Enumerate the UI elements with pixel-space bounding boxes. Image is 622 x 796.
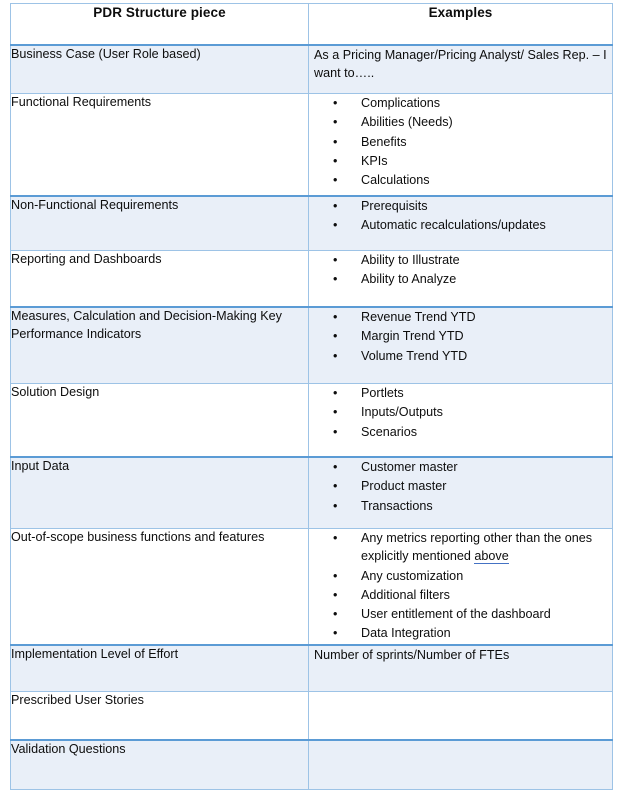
list-item-label: Portlets	[361, 386, 404, 400]
list-item	[309, 586, 612, 604]
list-item-label: Any customization	[361, 568, 464, 583]
table-row	[11, 307, 613, 384]
list-item	[309, 216, 612, 234]
column-header-examples-label: Examples	[428, 5, 493, 20]
list-item-label: Scenarios	[361, 424, 418, 439]
list-item	[309, 152, 612, 170]
list-item-label: Product master	[361, 479, 447, 494]
cell-examples	[309, 457, 613, 529]
bullet-icon: •	[333, 96, 338, 110]
table-row	[11, 384, 613, 458]
list-item-label: Prerequisits	[361, 199, 428, 213]
cell-examples	[309, 740, 613, 790]
list-item-label: KPIs	[361, 153, 388, 168]
bullet-icon: •	[333, 218, 338, 233]
bullet-icon: •	[333, 173, 338, 187]
column-header-pdr-structure-piece	[11, 4, 309, 46]
list-item	[309, 197, 612, 215]
cell-structure-piece	[11, 94, 309, 197]
bullet-icon: •	[333, 115, 338, 130]
list-item-label: Margin Trend YTD	[361, 329, 464, 344]
cell-structure-piece	[11, 384, 309, 458]
table-header	[11, 4, 613, 46]
bullet-icon: •	[333, 498, 338, 513]
bullet-icon: •	[333, 531, 338, 545]
bullet-icon: •	[333, 329, 338, 344]
bullet-icon: •	[333, 626, 338, 641]
structure-piece-label: Validation Questions	[11, 742, 126, 756]
table-row	[11, 251, 613, 308]
bullet-icon: •	[333, 479, 338, 494]
table-row	[11, 45, 613, 94]
cell-examples	[309, 45, 613, 94]
example-bullet-list	[309, 384, 612, 441]
cell-structure-piece	[11, 529, 309, 646]
list-item-label: User entitlement of the dashboard	[361, 607, 551, 621]
table-row	[11, 196, 613, 251]
bullet-icon: •	[333, 587, 338, 602]
list-item	[309, 605, 612, 623]
list-item	[309, 567, 612, 585]
table-row	[11, 457, 613, 529]
cell-structure-piece	[11, 45, 309, 94]
cell-structure-piece	[11, 740, 309, 790]
list-item	[309, 308, 612, 326]
list-item-label: Inputs/Outputs	[361, 405, 443, 420]
example-paragraph: As a Pricing Manager/Pricing Analyst/ Sales Rep. – I want to…..	[314, 48, 607, 81]
structure-piece-label: Out-of-scope business functions and features	[11, 530, 265, 544]
list-item	[309, 270, 612, 288]
list-item	[309, 251, 612, 269]
list-item	[309, 171, 612, 189]
list-item	[309, 497, 612, 515]
example-bullet-list	[309, 308, 612, 365]
bullet-icon: •	[333, 134, 338, 149]
list-item	[309, 327, 612, 345]
example-bullet-list	[309, 458, 612, 515]
cell-examples	[309, 196, 613, 251]
example-bullet-list	[309, 94, 612, 189]
bullet-icon: •	[333, 607, 338, 621]
cell-structure-piece	[11, 251, 309, 308]
cell-examples	[309, 645, 613, 692]
list-item	[309, 477, 612, 495]
list-item	[309, 529, 612, 566]
structure-piece-label: Business Case (User Role based)	[11, 47, 201, 61]
list-item	[309, 347, 612, 365]
structure-piece-label: Implementation Level of Effort	[11, 647, 179, 661]
bullet-icon: •	[333, 199, 338, 213]
list-item-label: Data Integration	[361, 626, 451, 641]
list-item	[309, 423, 612, 441]
cell-structure-piece	[11, 196, 309, 251]
list-item-label-prefix: Any metrics reporting other than the ones explicitly mentioned	[361, 531, 593, 564]
list-item-label: Automatic recalculations/updates	[361, 218, 546, 233]
structure-piece-label: Non-Functional Requirements	[11, 198, 179, 212]
list-item-label: Complications	[361, 96, 441, 110]
list-item-label: Ability to Illustrate	[361, 253, 460, 267]
list-item-label: Customer master	[361, 460, 458, 474]
bullet-icon: •	[333, 460, 338, 474]
list-item	[309, 403, 612, 421]
cell-structure-piece	[11, 692, 309, 741]
list-item	[309, 458, 612, 476]
cell-examples	[309, 251, 613, 308]
example-bullet-list	[309, 197, 612, 235]
bullet-icon: •	[333, 348, 338, 363]
cell-structure-piece	[11, 457, 309, 529]
example-paragraph: Number of sprints/Number of FTEs	[314, 648, 510, 662]
list-item-label: Benefits	[361, 134, 407, 149]
structure-piece-label: Functional Requirements	[11, 95, 152, 109]
list-item	[309, 133, 612, 151]
table-row	[11, 529, 613, 646]
list-item-label: Volume Trend YTD	[361, 348, 468, 363]
structure-piece-label: Input Data	[11, 459, 70, 473]
cell-structure-piece	[11, 307, 309, 384]
list-item	[309, 94, 612, 112]
bullet-icon: •	[333, 405, 338, 420]
bullet-icon: •	[333, 310, 338, 324]
list-item-label: Transactions	[361, 498, 433, 513]
table-header-row	[11, 4, 613, 46]
table-row	[11, 645, 613, 692]
list-item-label: Calculations	[361, 173, 430, 187]
cell-examples	[309, 307, 613, 384]
structure-piece-label: Reporting and Dashboards	[11, 252, 162, 266]
bullet-icon: •	[333, 272, 338, 287]
list-item-label: Abilities (Needs)	[361, 115, 453, 130]
example-bullet-list	[309, 529, 612, 643]
bullet-icon: •	[333, 153, 338, 168]
table-body	[11, 45, 613, 790]
bullet-icon: •	[333, 253, 338, 267]
table-row	[11, 94, 613, 197]
list-item	[309, 113, 612, 131]
bullet-icon: •	[333, 424, 338, 439]
cell-examples	[309, 384, 613, 458]
table-row	[11, 692, 613, 741]
list-item-label: Additional filters	[361, 587, 450, 602]
structure-piece-label: Measures, Calculation and Decision-Making Key Performance Indicators	[11, 309, 282, 341]
bullet-icon: •	[333, 386, 338, 400]
list-item	[309, 384, 612, 402]
cell-examples	[309, 529, 613, 646]
list-item-label: Ability to Analyze	[361, 272, 457, 287]
cell-structure-piece	[11, 645, 309, 692]
list-item	[309, 624, 612, 642]
list-item-label: Revenue Trend YTD	[361, 310, 476, 324]
table-row	[11, 740, 613, 790]
example-bullet-list	[309, 251, 612, 289]
cell-examples	[309, 692, 613, 741]
pdr-structure-table	[10, 3, 613, 790]
bullet-icon: •	[333, 568, 338, 583]
cell-examples	[309, 94, 613, 197]
structure-piece-label: Prescribed User Stories	[11, 693, 144, 707]
column-header-examples	[309, 4, 613, 46]
column-header-pdr-structure-piece-label: PDR Structure piece	[93, 5, 226, 20]
above-reference-link[interactable]: above	[474, 549, 509, 564]
structure-piece-label: Solution Design	[11, 385, 100, 399]
